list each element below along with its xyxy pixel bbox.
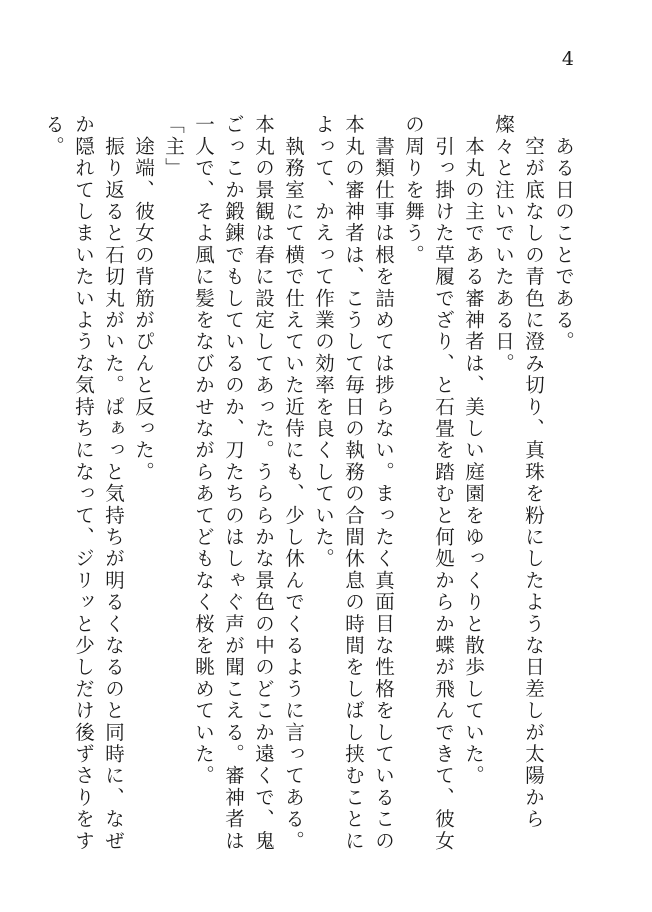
paragraph: 空が底なしの青色に澄み切り、真珠を粉にしたような日差しが太陽から燦々と注いでいたある日。 (492, 114, 545, 831)
page-number: 4 (561, 48, 574, 70)
paragraph: 書類仕事は根を詰めては捗らない。まったく真面目な性格をしているこの本丸の審神者は、こうして毎日の執務の合間休息の時間をしばし挟むことによって、かえって作業の効率を良くしていた。 (312, 114, 395, 852)
paragraph: 執務室にて横で仕えていた近侍にも、少し休んでくるように言ってある。本丸の景観は春に設定してあった。うららかな景色の中のどこか遠くで、鬼ごっこか鍛錬でもしているのか、刀たちのはしゃぐ声が聞こえる。審神者は一人で、そよ風に髪をなびかせながらあてどもなく桜を眺めていた。 (192, 114, 305, 852)
paragraph: 引っ掛けた草履でざり、と石畳を踏むと何処からか蝶が飛んできて、彼女の周りを舞う。 (402, 114, 455, 852)
dialogue-line: 「主」 (162, 114, 185, 180)
paragraph: 振り返ると石切丸がいた。ぱぁっと気持ちが明るくなるのと同時に、なぜか隠れてしまいたいような気持ちになって、ジリッと少しだけ後ずさりをする。 (42, 114, 125, 852)
vertical-text-body (42, 114, 578, 854)
paragraph: ある日のことである。 (552, 114, 575, 353)
paragraph: 本丸の主である審神者は、美しい庭園をゆっくりと散歩していた。 (462, 114, 485, 787)
paragraph: 途端、彼女の背筋がぴんと反った。 (132, 114, 155, 483)
